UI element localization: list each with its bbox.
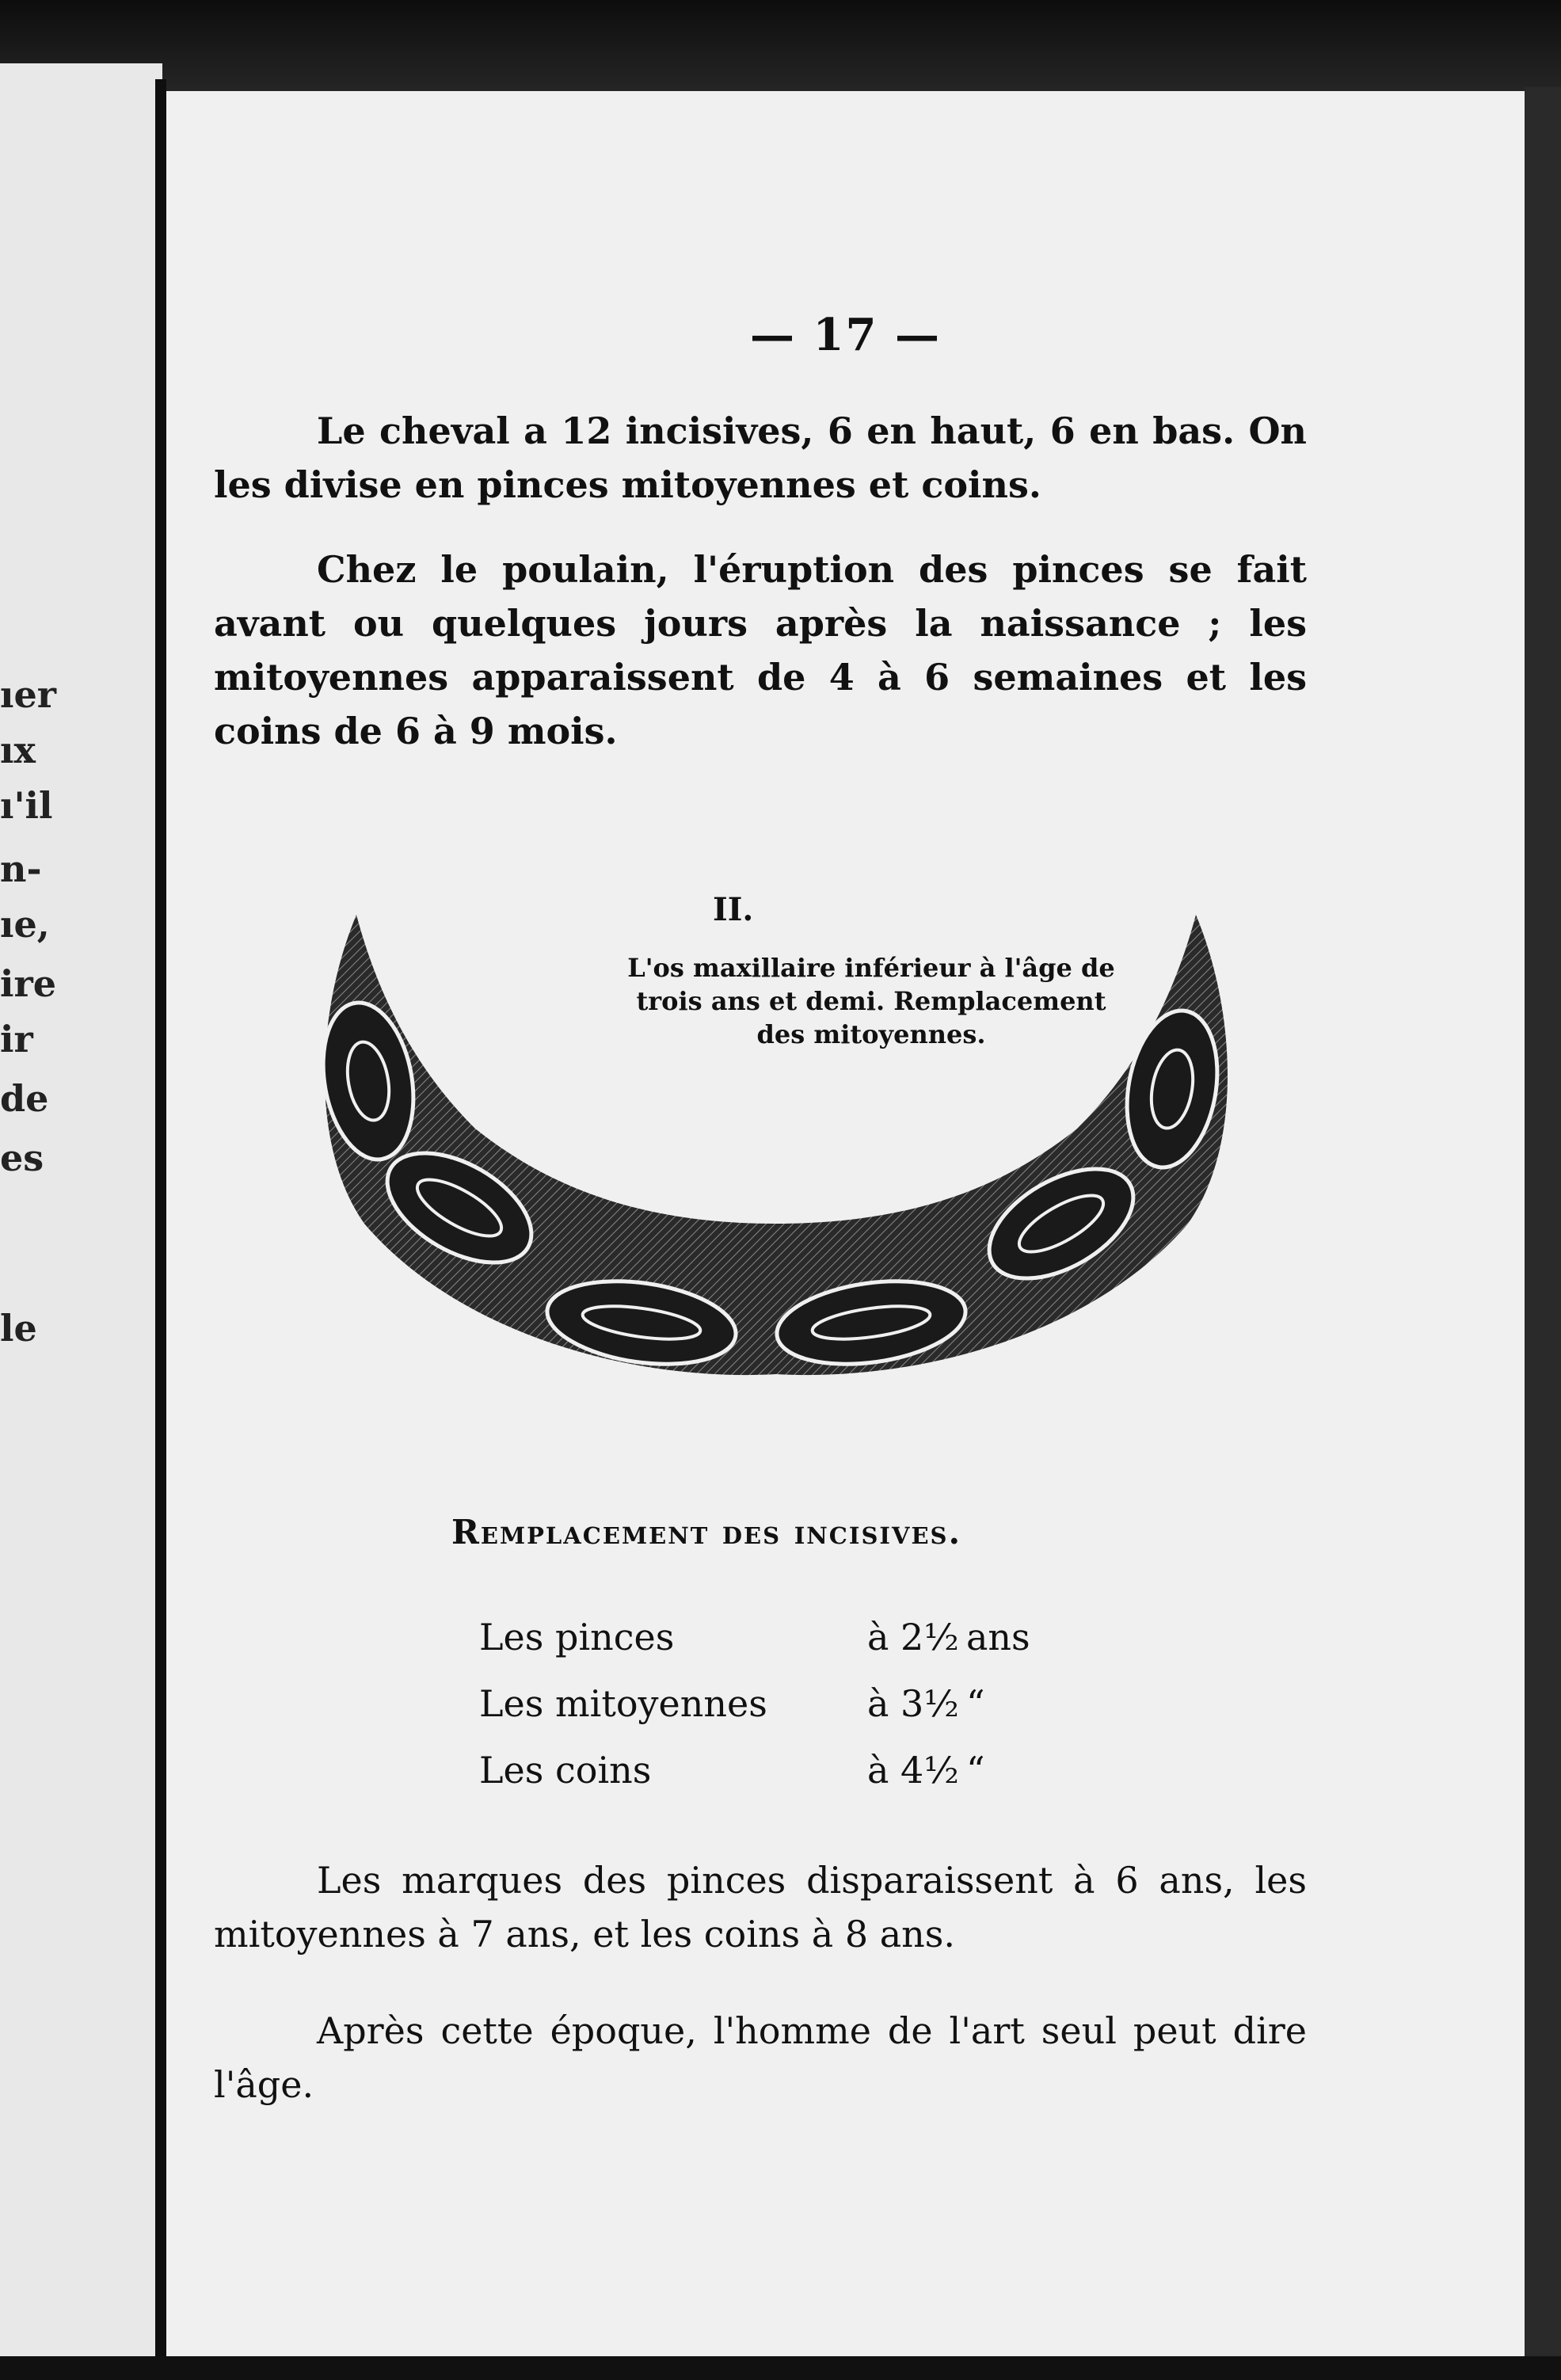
left-fragment: ıx	[0, 729, 36, 771]
left-fragment: ire	[0, 962, 56, 1005]
paragraph-text: Le cheval a 12 incisives, 6 en haut, 6 en bas. On les divise en pinces mitoyennes et coins.	[214, 409, 1307, 506]
scan-bottom-border	[0, 2356, 1561, 2380]
figure-caption: L'os maxillaire inférieur à l'âge de trois ans et demi. Remplacement des mitoyennes.	[627, 953, 1115, 1049]
tooth-unit: ans	[966, 1616, 1030, 1658]
left-page-edge	[0, 63, 162, 2364]
tooth-age: à 3½	[867, 1682, 959, 1725]
tooth-name: Les coins	[479, 1749, 652, 1792]
paragraph-eruption	[214, 543, 1307, 758]
tooth-unit: “	[966, 1682, 985, 1725]
jaw-illustration	[301, 891, 1251, 1398]
tooth-name: Les pinces	[479, 1616, 675, 1658]
book-page	[166, 91, 1525, 2356]
paragraph-text: Les marques des pinces disparaissent à 6 ans, les mitoyennes à 7 ans, et les coins à 8 ans.	[214, 1859, 1307, 1955]
page-number: — 17 —	[750, 309, 941, 361]
book-spine	[155, 79, 166, 2360]
tooth-name: Les mitoyennes	[479, 1682, 767, 1725]
left-fragment: ı'il	[0, 784, 53, 827]
table-heading: Remplacement des incisives.	[451, 1513, 962, 1552]
table-row	[479, 1604, 1093, 1670]
tooth-age: à 4½	[867, 1749, 959, 1792]
paragraph-text: Chez le poulain, l'éruption des pinces se fait avant ou quelques jours après la naissance ; les mitoyennes apparaissent de 4 à 6 semaines et les coins de 6 à 9 mois.	[214, 548, 1307, 752]
scan-right-border	[1525, 87, 1561, 2360]
paragraph-conclusion	[214, 2004, 1307, 2112]
scan-top-border	[0, 0, 1561, 95]
left-fragment: es	[0, 1137, 44, 1179]
left-fragment: ıer	[0, 673, 56, 716]
paragraph-incisors	[214, 404, 1307, 512]
table-row	[479, 1670, 1093, 1737]
left-fragment: de	[0, 1077, 49, 1120]
tooth-unit: “	[966, 1749, 985, 1792]
replacement-table	[479, 1604, 1093, 1803]
paragraph-marks	[214, 1853, 1307, 1961]
tooth-age: à 2½	[867, 1616, 959, 1658]
left-fragment: le	[0, 1307, 37, 1350]
paragraph-text: Après cette époque, l'homme de l'art seul peut dire l'âge.	[214, 2009, 1307, 2106]
figure-number: II.	[713, 891, 754, 928]
left-fragment: n-	[0, 847, 42, 890]
table-row	[479, 1737, 1093, 1803]
left-fragment: ıe,	[0, 903, 50, 946]
left-fragment: ir	[0, 1018, 33, 1061]
